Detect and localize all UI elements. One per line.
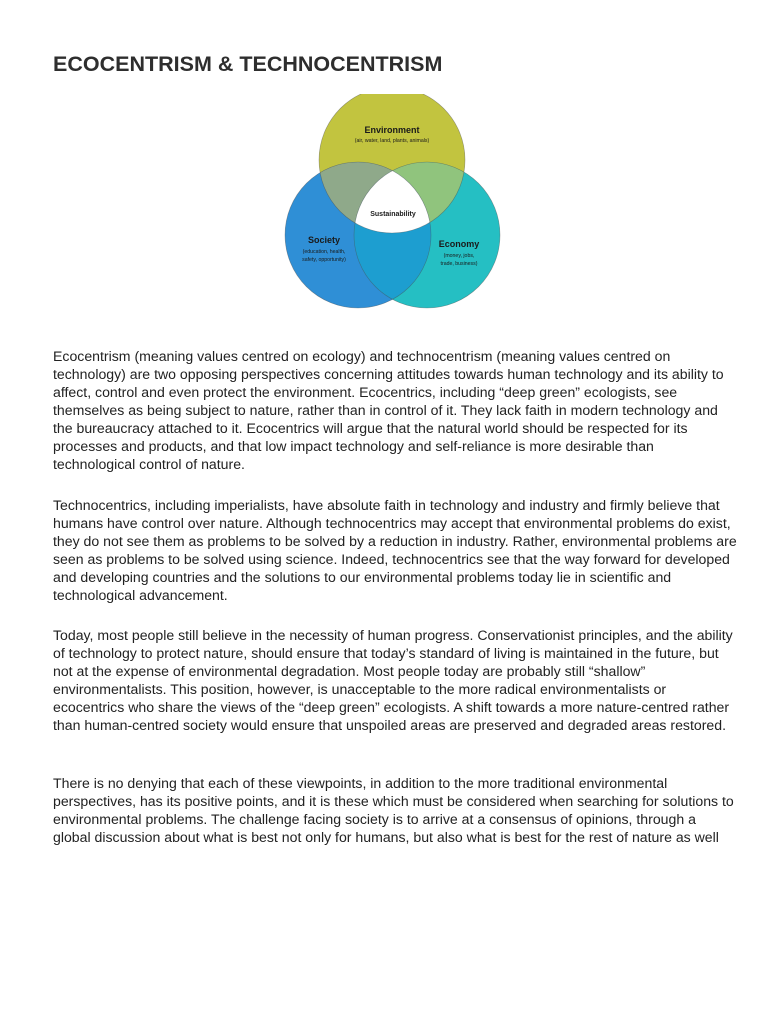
paragraph-technocentrism: Technocentrics, including imperialists, have absolute faith in technology and industry and firmly believe that humans have control over nature. Although technocentrics may accept that environmental problems do exist, they do not see them as problems to be solved by a reduction in industry. Rather, environmental problems are seen as problems to be solved using science. Indeed, technocentrics see that the way forward for developed and developing countries and the solutions to our environmental problems today lie in scientific and technological advancement. <box>53 497 737 603</box>
paragraph-ecocentrism: Ecocentrism (meaning values centred on ecology) and technocentrism (meaning values centred on technology) are two opposing perspectives concerning attitudes towards human technology and its ability to affect, control and even protect the environment. Ecocentrics, including “deep green” ecologists, see themselves as being subject to nature, rather than in control of it. They lack faith in modern technology and the bureaucracy attached to it. Ecocentrics will argue that the natural world should be respected for its processes and products, and that low impact technology and self-reliance is more desirable than technological control of nature. <box>53 348 724 472</box>
economy-label: Economy <box>438 239 480 249</box>
paragraph-conclusion: There is no denying that each of these viewpoints, in addition to the more traditional environmental perspectives, has its positive points, and it is these which must be considered when searching for solutions to environmental problems. The challenge facing society is to arrive at a consensus of opinions, through a global discussion about what is best not only for humans, but also what is best for the rest of nature as well <box>53 775 734 845</box>
sustainability-venn-diagram <box>280 94 504 312</box>
society-sublabel-1: (education, health, <box>302 249 346 255</box>
economy-sublabel-2: trade, business) <box>440 261 478 267</box>
environment-sublabel: (air, water, land, plants, animals) <box>354 138 430 144</box>
society-label: Society <box>307 235 341 245</box>
society-sublabel-2: safety, opportunity) <box>302 257 346 263</box>
sustainability-label: Sustainability <box>370 211 416 218</box>
page-title: ECOCENTRISM & TECHNOCENTRISM <box>53 52 443 76</box>
paragraph-human-progress: Today, most people still believe in the necessity of human progress. Conservationist principles, and the ability of technology to protect nature, should ensure that today’s standard of living is maintained in the future, but not at the expense of environmental degradation. Most people today are probably still “shallow” environmentalists. This position, however, is unacceptable to the more radical environmentalists or ecocentrics who share the views of the “deep green” ecologists. A shift towards a more nature-centred rather than human-centred society would ensure that unspoiled areas are preserved and degraded areas restored. <box>53 627 733 733</box>
environment-label: Environment <box>364 125 420 135</box>
economy-sublabel-1: (money, jobs, <box>443 253 475 259</box>
